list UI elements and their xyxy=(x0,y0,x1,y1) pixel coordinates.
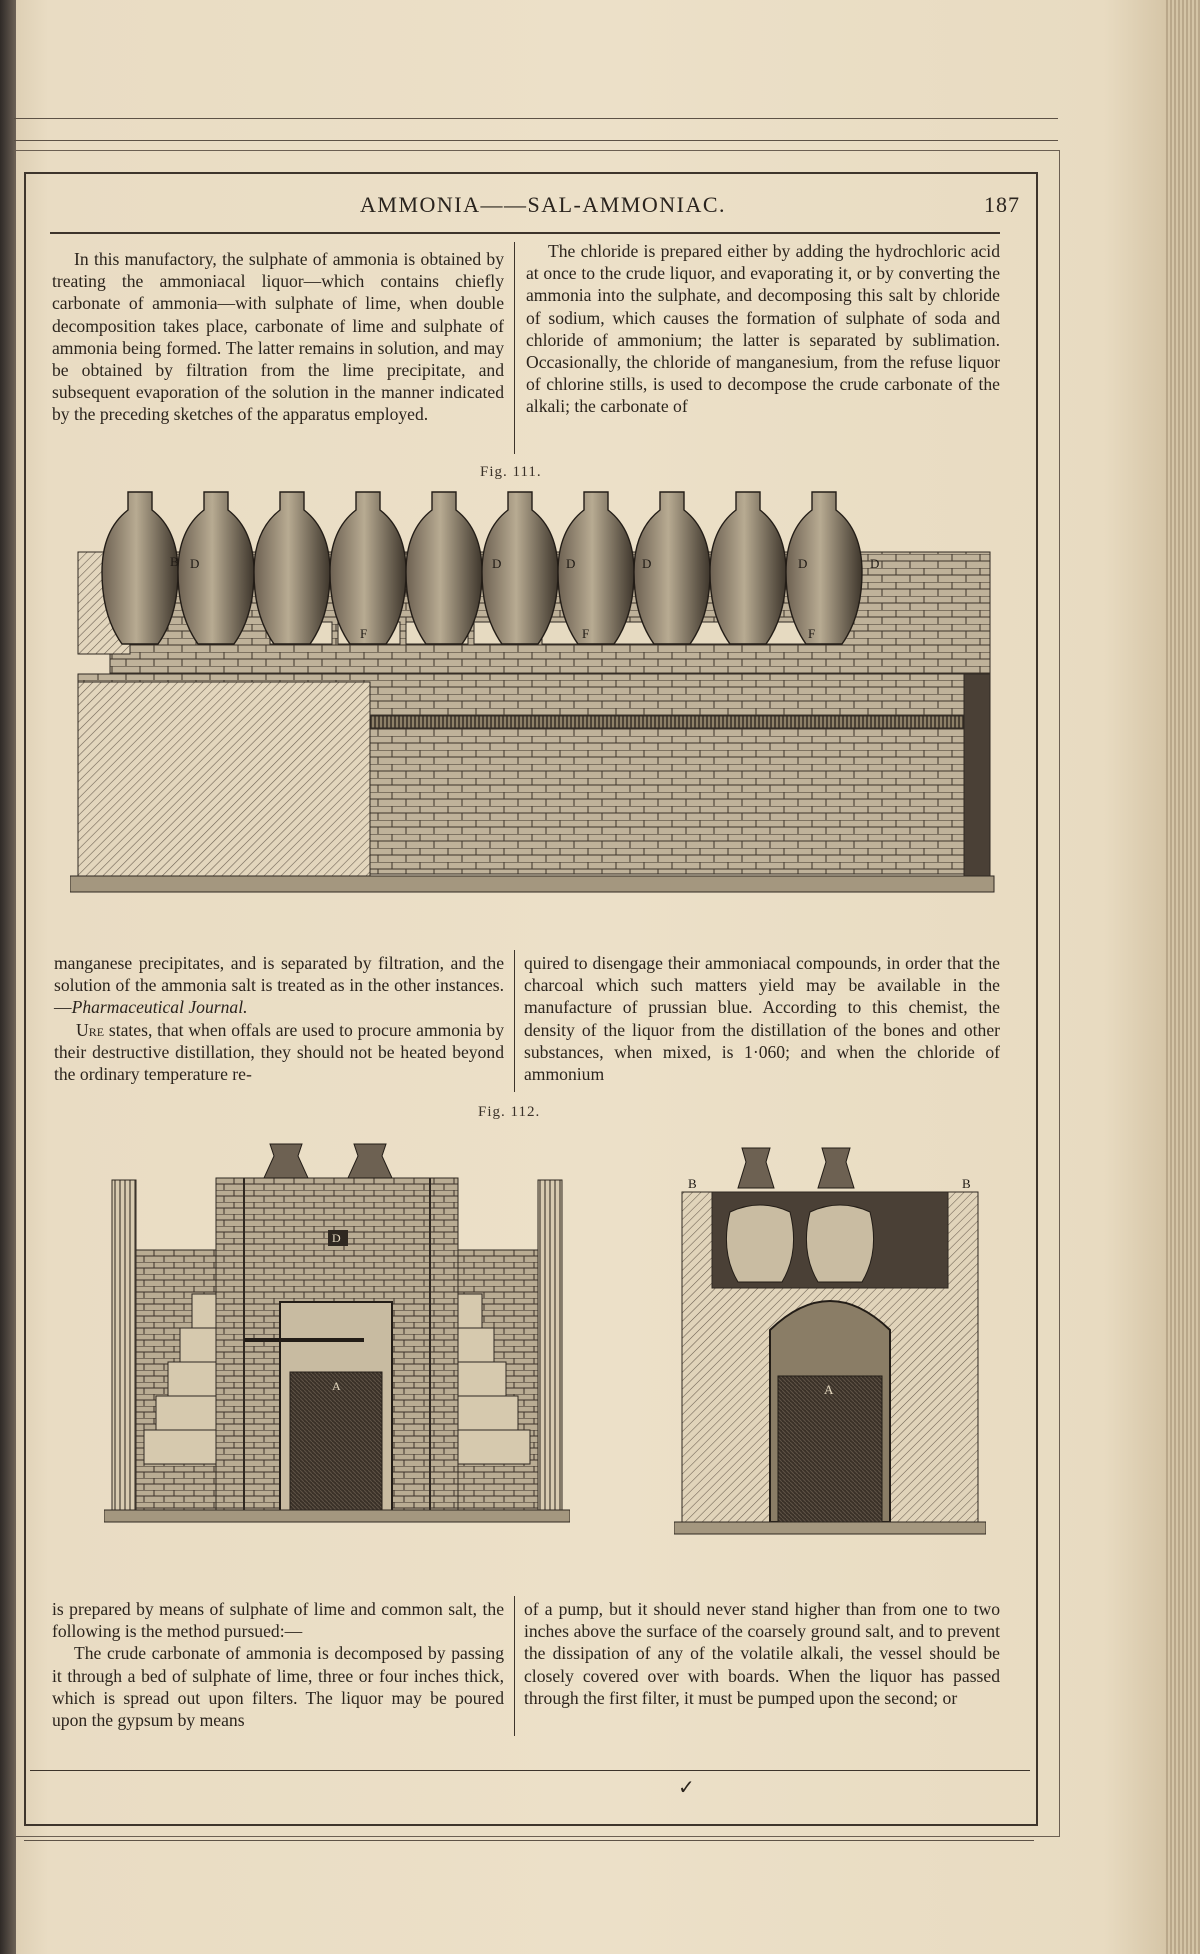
text-run: states, that when offals are used to procure ammonia by their destructive distillation, they should not be heated beyond the ordinary temperature re- xyxy=(54,1019,504,1085)
text-column-middle-right xyxy=(524,952,1000,1085)
figure-caption: Fig. 112. xyxy=(478,1104,541,1120)
fig-label: F xyxy=(808,626,816,641)
fig-label: D xyxy=(190,556,200,571)
footer-rule xyxy=(30,1770,1030,1771)
running-head: AMMONIA——SAL-AMMONIAC. xyxy=(360,192,727,217)
fig-label: D xyxy=(566,556,576,571)
page-header xyxy=(30,188,1030,224)
column-divider xyxy=(514,950,515,1092)
text-column-bottom-right xyxy=(524,1598,1000,1709)
fig-label: B xyxy=(170,554,179,569)
fig-label: D xyxy=(492,556,502,571)
text-run: manganese precipitates, and is separated by filtration, and the solution of the ammonia salt is treated as in the other instances.— xyxy=(54,953,504,1018)
figure-111-furnace-with-jars xyxy=(70,484,1006,904)
text-column-middle-left xyxy=(54,952,504,1085)
fig-label: B xyxy=(962,1176,971,1191)
fig-label: F xyxy=(360,626,368,641)
paragraph: In this manufactory, the sulphate of ammonia is obtained by treating the ammoniacal liquor—which contains chiefly carbonate of ammonia—with sulphate of lime, when double decomposition takes place, carbonate of lime and sulphate of ammonia being formed. The latter remains in solution, and may be obtained by filtration from the lime precipitate, and subsequent evaporation of the solution in the manner indicated by the preceding sketches of the apparatus employed. xyxy=(52,249,504,425)
paragraph: of a pump, but it should never stand higher than from one to two inches above the surface of the coarsely ground salt, and to prevent the dissipation of any of the volatile alkali, the vessel should be closely covered over with boards. When the liquor has passed through the first filter, it must be pumped upon the second; or xyxy=(524,1599,1000,1708)
fig-label: F xyxy=(582,626,590,641)
column-divider xyxy=(514,1596,515,1736)
header-rule xyxy=(50,232,1000,234)
fig-label: D xyxy=(870,556,880,571)
fig-label: A xyxy=(824,1382,834,1397)
paragraph xyxy=(54,952,504,1019)
text-column-top-left xyxy=(52,248,504,426)
fig-label: D xyxy=(798,556,808,571)
paragraph: is prepared by means of sulphate of lime and common salt, the following is the method pursued:— xyxy=(52,1599,504,1642)
top-rule-2 xyxy=(14,140,1058,141)
bottom-rule xyxy=(24,1840,1034,1841)
column-divider xyxy=(514,242,515,454)
top-rule-1 xyxy=(14,118,1058,119)
fig-label: B xyxy=(688,1176,697,1191)
figure-112-right-section xyxy=(674,1134,986,1540)
paragraph: The chloride is prepared either by adding the hydrochloric acid at once to the crude liquor, and evaporating it, or by converting the ammonia into the sulphate, and decomposing this salt by chloride of sodium, which causes the formation of sulphate of soda and chloride of ammonium; the latter is separated by sublimation. Occasionally, the chloride of manganesium, from the refuse liquor of chlorine stills, is used to decompose the crude carbonate of the alkali; the carbonate of xyxy=(526,241,1000,417)
text-column-bottom-left xyxy=(52,1598,504,1731)
text-column-top-right xyxy=(526,240,1000,418)
page-edges xyxy=(1166,0,1200,1954)
paragraph: quired to disengage their ammoniacal compounds, in order that the charcoal which such matters yield may be available in the manufacture of prussian blue. According to this chemist, the density of the liquor from the distillation of the bones and other substances, when mixed, is 1·060; and when the chloride of ammonium xyxy=(524,953,1000,1085)
printer-mark: ✓ xyxy=(678,1777,695,1799)
paragraph: The crude carbonate of ammonia is decomposed by passing it through a bed of sulphate of lime, three or four inches thick, which is spread out upon filters. The liquor may be poured upon the gypsum by means xyxy=(52,1643,504,1731)
page-number: 187 xyxy=(984,192,1020,217)
figure-112-left-elevation xyxy=(104,1130,570,1556)
citation: Pharmaceutical Journal. xyxy=(71,997,248,1018)
fig-label: D xyxy=(332,1231,341,1245)
author-name: Ure xyxy=(76,1019,105,1040)
fig-label: D xyxy=(642,556,652,571)
fig-label: A xyxy=(332,1379,341,1393)
figure-caption: Fig. 111. xyxy=(480,464,542,480)
paragraph xyxy=(54,1019,504,1086)
